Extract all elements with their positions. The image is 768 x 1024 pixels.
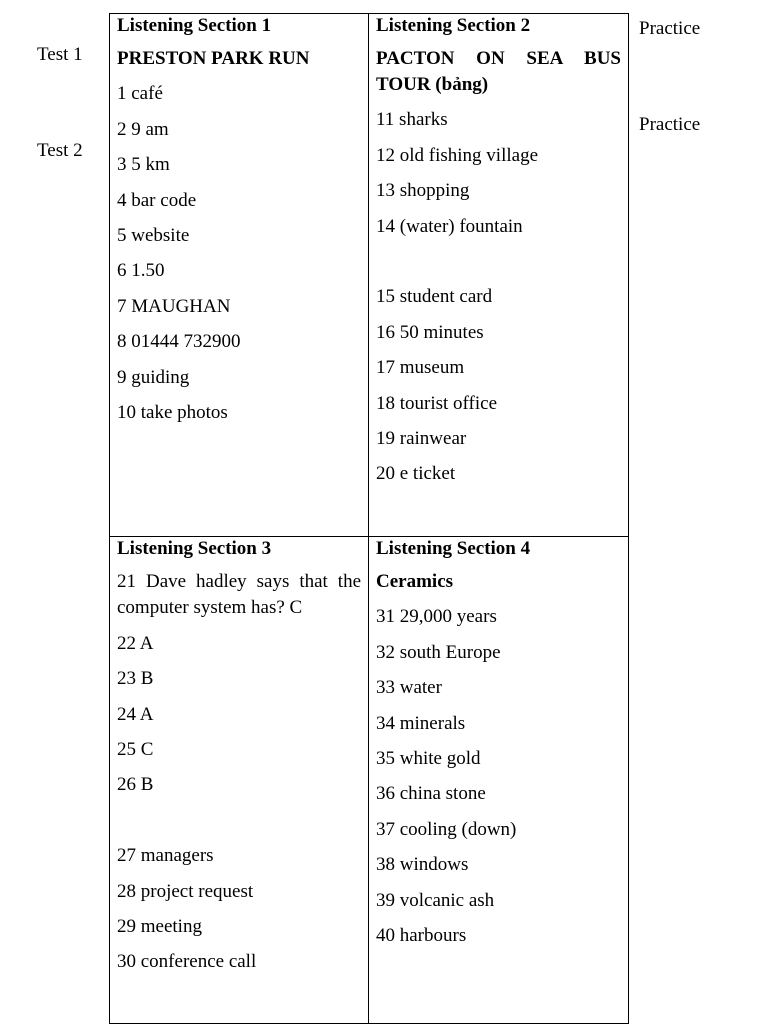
answer-item: 1 café	[117, 83, 163, 105]
answer-item: 2 9 am	[117, 118, 169, 140]
answer-item: 23 B	[117, 668, 154, 690]
answer-item: 39 volcanic ash	[376, 889, 495, 911]
section-3-cell	[110, 537, 369, 1024]
answer-item: 14 (water) fountain	[376, 215, 523, 237]
answer-item: 6 1.50	[117, 260, 165, 282]
answer-item: 8 01444 732900	[117, 331, 241, 353]
section-3-title: Listening Section 3	[117, 538, 272, 559]
table-row	[110, 14, 629, 537]
answer-item: 36 china stone	[376, 783, 486, 805]
test1-label: Test 1	[37, 44, 83, 65]
practice1-label: Practice	[639, 18, 701, 39]
answer-item: 22 A	[117, 632, 154, 654]
answer-item: 35 white gold	[376, 747, 481, 769]
answer-item: 17 museum	[376, 357, 465, 379]
section-4-answers	[376, 604, 621, 949]
answer-item: 31 29,000 years	[376, 606, 497, 628]
section-4-title: Listening Section 4	[376, 538, 531, 559]
answer-item: 5 website	[117, 224, 190, 246]
answer-item: 16 50 minutes	[376, 321, 484, 343]
answer-item: 15 student card	[376, 286, 493, 308]
answer-item: 13 shopping	[376, 180, 470, 202]
section-2-subtitle: PACTON ON SEA BUS TOUR (bảng)	[376, 48, 621, 95]
answer-item: 34 minerals	[376, 712, 466, 734]
section-2-title: Listening Section 2	[376, 15, 531, 36]
answer-item: 27 managers	[117, 845, 214, 867]
answer-item: 11 sharks	[376, 109, 448, 131]
test2-label: Test 2	[37, 140, 83, 161]
answer-item: 25 C	[117, 738, 154, 760]
section-2-answers-a	[376, 107, 621, 239]
answer-item: 7 MAUGHAN	[117, 295, 231, 317]
section-1-cell	[110, 14, 369, 537]
section-3-answers-a	[117, 569, 361, 798]
answer-item: 3 5 km	[117, 154, 170, 176]
table-row	[110, 537, 629, 1024]
answer-item: 33 water	[376, 677, 442, 699]
section-2-answers-b	[376, 284, 621, 487]
answer-item: 28 project request	[117, 880, 254, 902]
section-1-subtitle: PRESTON PARK RUN	[117, 48, 310, 69]
section-1-answers	[117, 81, 361, 426]
answer-item: 18 tourist office	[376, 392, 498, 414]
answer-item: 9 guiding	[117, 366, 190, 388]
answer-item: 37 cooling (down)	[376, 818, 517, 840]
practice2-label: Practice	[639, 114, 701, 135]
answer-item: 40 harbours	[376, 924, 467, 946]
answer-item: 29 meeting	[117, 915, 202, 937]
answer-item: 4 bar code	[117, 189, 197, 211]
section-4-cell	[369, 537, 629, 1024]
answer-item: 19 rainwear	[376, 427, 467, 449]
answer-item: 10 take photos	[117, 401, 228, 423]
answer-table	[109, 13, 629, 1024]
answer-item: 21 Dave hadley says that the computer system has? C	[117, 571, 361, 619]
answer-item: 38 windows	[376, 854, 469, 876]
answer-item: 24 A	[117, 703, 154, 725]
answer-item: 30 conference call	[117, 951, 257, 973]
section-2-cell	[369, 14, 629, 537]
answer-item: 32 south Europe	[376, 641, 501, 663]
section-1-title: Listening Section 1	[117, 15, 272, 36]
section-3-answers-b	[117, 843, 361, 975]
answer-item: 20 e ticket	[376, 463, 456, 485]
section-4-subtitle: Ceramics	[376, 571, 454, 592]
answer-item: 26 B	[117, 774, 154, 796]
answer-item: 12 old fishing village	[376, 144, 539, 166]
